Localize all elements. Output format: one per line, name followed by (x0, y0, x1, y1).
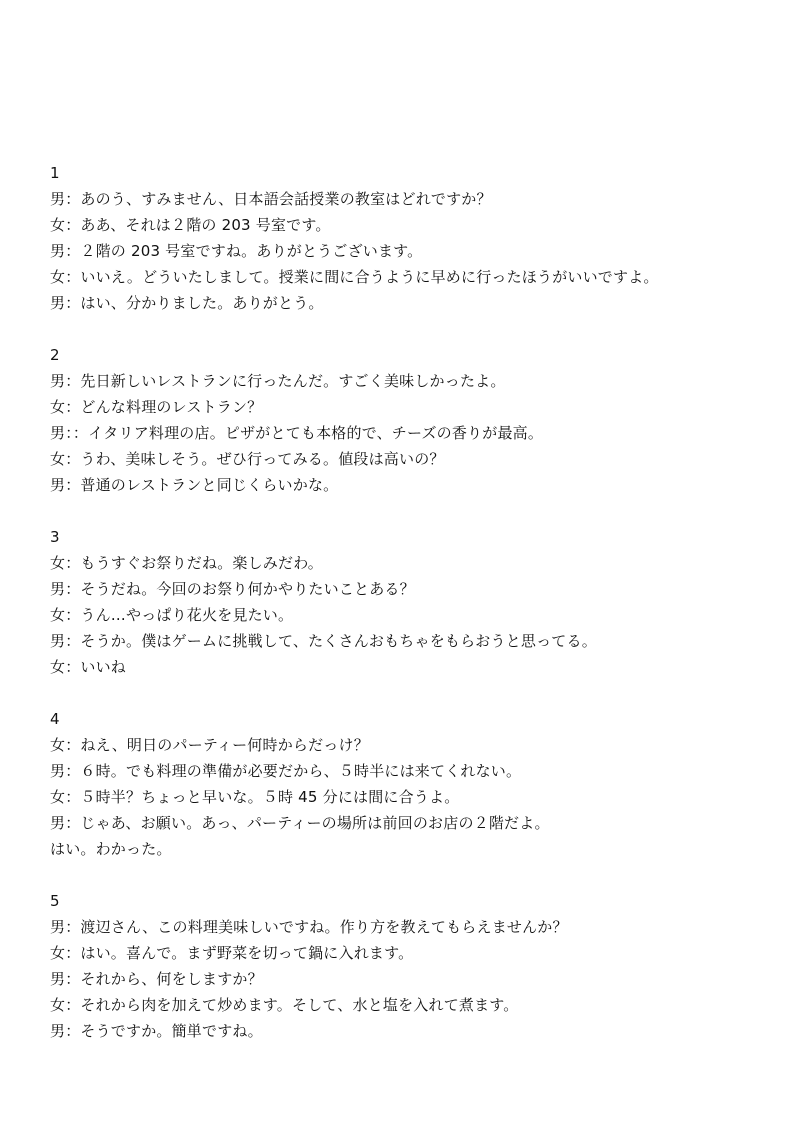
dialogue-line: 男：あのう、すみません、日本語会話授業の教室はどれですか？ (50, 190, 492, 208)
dialogue-line: 男：先日新しいレストランに行ったんだ。すごく美味しかったよ。 (50, 372, 506, 390)
dialogue-list (50, 160, 770, 1070)
dialogue-line: 女：いいね (50, 658, 127, 676)
dialogue-line: 男：：イタリア料理の店。ピザがとても本格的で、チーズの香りが最高。 (50, 424, 544, 442)
dialogue-line: 女：はい。喜んで。まず野菜を切って鍋に入れます。 (50, 944, 414, 962)
dialogue-line: 男：そうだね。今回のお祭り何かやりたいことある？ (50, 580, 415, 598)
dialogue-section-3 (50, 524, 770, 680)
dialogue-line: 男：渡辺さん、この料理美味しいですね。作り方を教えてもらえませんか？ (50, 918, 568, 936)
dialogue-line: 男：それから、何をしますか？ (50, 970, 263, 988)
dialogue-line: 女：いいえ。どういたしまして。授業に間に合うように早めに行ったほうがいいですよ。 (50, 268, 659, 286)
dialogue-line: 女：うわ、美味しそう。ぜひ行ってみる。値段は高いの？ (50, 450, 445, 468)
dialogue-line: 女：うん…やっぱり花火を見たい。 (50, 606, 294, 624)
dialogue-line: 女：ああ、それは２階の 203 号室です。 (50, 216, 331, 234)
section-number: 4 (50, 710, 60, 728)
dialogue-line: 男：６時。でも料理の準備が必要だから、５時半には来てくれない。 (50, 762, 522, 780)
dialogue-line: はい。わかった。 (50, 840, 172, 858)
dialogue-line: 男：普通のレストランと同じくらいかな。 (50, 476, 339, 494)
dialogue-line: 女：どんな料理のレストラン？ (50, 398, 263, 416)
section-number: 1 (50, 164, 60, 182)
dialogue-line: 男：２階の 203 号室ですね。ありがとうございます。 (50, 242, 423, 260)
dialogue-section-1 (50, 160, 770, 316)
section-number: 2 (50, 346, 60, 364)
dialogue-line: 男：じゃあ、お願い。あっ、パーティーの場所は前回のお店の２階だよ。 (50, 814, 550, 832)
dialogue-line: 男：はい、分かりました。ありがとう。 (50, 294, 324, 312)
section-number: 5 (50, 892, 60, 910)
dialogue-section-5 (50, 888, 770, 1044)
dialogue-section-2 (50, 342, 770, 498)
dialogue-section-4 (50, 706, 770, 862)
dialogue-line: 女：もうすぐお祭りだね。楽しみだわ。 (50, 554, 324, 572)
section-number: 3 (50, 528, 60, 546)
dialogue-line: 女：ねえ、明日のパーティー何時からだっけ？ (50, 736, 369, 754)
dialogue-line: 男：そうですか。簡単ですね。 (50, 1022, 263, 1040)
dialogue-line: 女：それから肉を加えて炒めます。そして、水と塩を入れて煮ます。 (50, 996, 519, 1014)
dialogue-line: 女：５時半？ちょっと早いな。５時 45 分には間に合うよ。 (50, 788, 460, 806)
dialogue-line: 男：そうか。僕はゲームに挑戦して、たくさんおもちゃをもらおうと思ってる。 (50, 632, 597, 650)
